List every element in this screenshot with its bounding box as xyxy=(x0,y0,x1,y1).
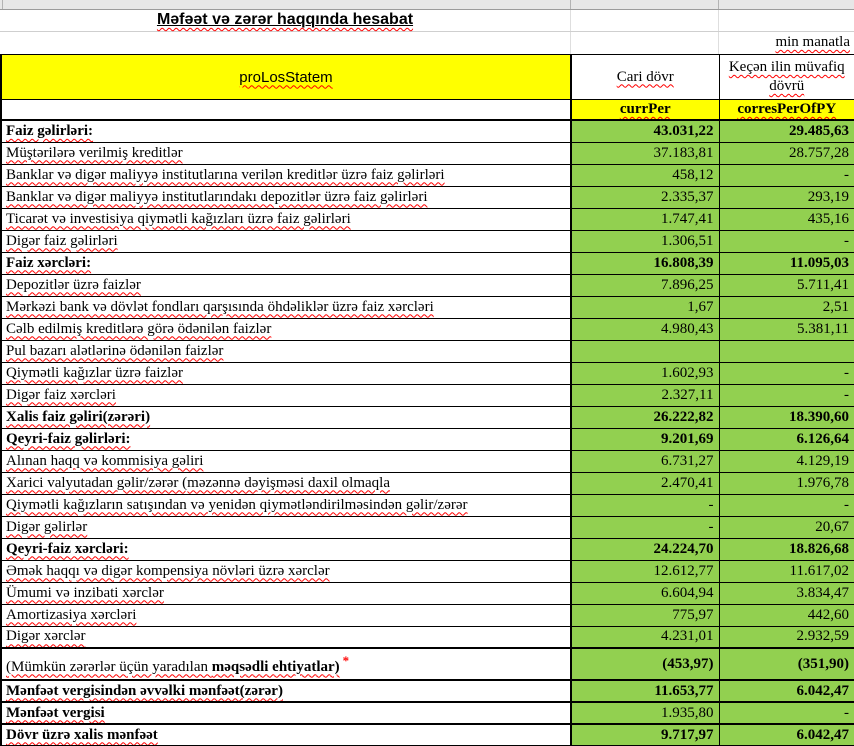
current-value-cell[interactable] xyxy=(571,724,719,746)
current-value: 6.604,94 xyxy=(661,584,714,601)
table-row xyxy=(1,230,854,252)
current-period-text: Cari dövr xyxy=(616,68,674,85)
table-row xyxy=(1,274,854,296)
previous-value-cell[interactable] xyxy=(719,384,854,406)
previous-value: - xyxy=(844,704,849,721)
previous-value-cell[interactable] xyxy=(719,208,854,230)
previous-value-cell[interactable] xyxy=(719,296,854,318)
previous-value: (351,90) xyxy=(797,655,849,672)
row-label: Depozitlər üzrə faizlər xyxy=(6,276,141,293)
previous-value: 11.617,02 xyxy=(789,562,849,579)
previous-value-cell[interactable] xyxy=(719,626,854,648)
current-value-cell[interactable] xyxy=(571,230,719,252)
current-value-cell[interactable] xyxy=(571,406,719,428)
header-row xyxy=(1,55,854,100)
previous-period-header[interactable] xyxy=(719,55,854,100)
row-label-cell[interactable] xyxy=(1,384,571,406)
row-label-cell[interactable] xyxy=(1,724,571,746)
table-row xyxy=(1,472,854,494)
table-row xyxy=(1,582,854,604)
table-row xyxy=(1,702,854,724)
previous-value-cell[interactable] xyxy=(719,406,854,428)
table-row xyxy=(1,494,854,516)
current-value-cell[interactable] xyxy=(571,362,719,384)
current-value: 1,67 xyxy=(687,298,714,315)
current-value-cell[interactable] xyxy=(571,702,719,724)
table-row xyxy=(1,318,854,340)
current-value: 26.222,82 xyxy=(653,408,714,425)
row-label: Digər xərclər xyxy=(6,628,86,645)
table-row xyxy=(1,142,854,164)
previous-value-cell[interactable] xyxy=(719,648,854,680)
previous-value-cell[interactable] xyxy=(719,472,854,494)
current-value: - xyxy=(708,496,714,513)
row-label-cell[interactable] xyxy=(1,252,571,274)
footnote-asterisk: * xyxy=(342,652,350,668)
table-row xyxy=(1,516,854,538)
current-value-cell[interactable] xyxy=(571,208,719,230)
current-value: 775,97 xyxy=(672,606,714,623)
previous-value-cell[interactable] xyxy=(719,724,854,746)
current-value: 24.224,70 xyxy=(653,540,714,557)
row-label-cell[interactable] xyxy=(1,626,571,648)
row-label: Faiz xərcləri: xyxy=(6,254,92,271)
current-value-cell[interactable] xyxy=(571,626,719,648)
previous-period-code[interactable] xyxy=(719,100,854,121)
table-row xyxy=(1,648,854,680)
current-period-code[interactable] xyxy=(571,100,719,121)
previous-period-text: Keçən ilin müvafiq dövrü xyxy=(728,59,845,94)
current-value-cell[interactable] xyxy=(571,274,719,296)
column-divider xyxy=(570,0,571,9)
column-divider xyxy=(718,0,719,9)
current-value: 16.808,39 xyxy=(653,254,714,271)
row-label-cell[interactable] xyxy=(1,296,571,318)
previous-value-cell[interactable] xyxy=(719,428,854,450)
previous-value-cell[interactable] xyxy=(719,164,854,186)
profit-loss-table xyxy=(0,54,854,746)
current-value-cell[interactable] xyxy=(571,472,719,494)
previous-value-cell[interactable] xyxy=(719,252,854,274)
row-label-cell[interactable] xyxy=(1,230,571,252)
row-label: Pul bazarı alətlərinə ödənilən faizlər xyxy=(6,342,224,359)
row-label-cell[interactable] xyxy=(1,428,571,450)
table-row xyxy=(1,406,854,428)
row-label-cell[interactable] xyxy=(1,494,571,516)
current-value-cell[interactable] xyxy=(571,384,719,406)
previous-value: - xyxy=(844,166,849,183)
current-value-cell[interactable] xyxy=(571,186,719,208)
row-label-cell[interactable] xyxy=(1,472,571,494)
row-label-cell[interactable] xyxy=(1,582,571,604)
row-label: Mənfəət vergisindən əvvəlki mənfəət(zərər) xyxy=(6,682,283,699)
current-period-code-text: currPer xyxy=(619,101,671,117)
row-label-cell[interactable] xyxy=(1,274,571,296)
table-row xyxy=(1,680,854,702)
previous-value: 20,67 xyxy=(815,518,849,535)
current-value: 9.717,97 xyxy=(661,726,714,743)
code-row xyxy=(1,100,854,121)
table-row xyxy=(1,252,854,274)
current-value: 2.335,37 xyxy=(661,188,714,205)
column-divider xyxy=(2,0,3,9)
table-row xyxy=(1,626,854,648)
row-label: Qeyri-faiz gəlirləri: xyxy=(6,430,131,447)
previous-value: 6.042,47 xyxy=(796,726,849,743)
previous-value: 18.390,60 xyxy=(789,408,849,425)
previous-period-code-text: corresPerOfPY xyxy=(737,101,837,117)
previous-value-cell[interactable] xyxy=(719,450,854,472)
current-value: 9.201,69 xyxy=(661,430,714,447)
current-value-cell[interactable] xyxy=(571,120,719,142)
current-value: 43.031,22 xyxy=(653,122,714,139)
row-label: Mənfəət vergisi xyxy=(6,704,105,721)
current-value-cell[interactable] xyxy=(571,164,719,186)
row-label-cell[interactable] xyxy=(1,702,571,724)
current-period-header[interactable] xyxy=(571,55,719,100)
previous-value: - xyxy=(844,496,849,513)
row-label-cell[interactable] xyxy=(1,604,571,626)
previous-value: 5.381,11 xyxy=(797,320,849,337)
current-value-cell[interactable] xyxy=(571,560,719,582)
previous-value: - xyxy=(844,386,849,403)
current-value: 6.731,27 xyxy=(661,452,714,469)
previous-value-cell[interactable] xyxy=(719,582,854,604)
row-label: Qeyri-faiz xərcləri: xyxy=(6,540,129,557)
current-value-cell[interactable] xyxy=(571,252,719,274)
row-label: Banklar və digər maliyyə institutlarındakı depozitlər üzrə faiz gəlirləri xyxy=(6,188,428,205)
current-value: (453,97) xyxy=(662,655,714,672)
previous-value-cell[interactable] xyxy=(719,538,854,560)
previous-value: 2.932,59 xyxy=(796,628,849,645)
previous-value: 293,19 xyxy=(807,188,849,205)
current-value-cell[interactable] xyxy=(571,318,719,340)
table-row xyxy=(1,362,854,384)
unit-note[interactable]: min manatla xyxy=(775,34,850,50)
current-value: 1.602,93 xyxy=(661,364,714,381)
current-value-cell[interactable] xyxy=(571,680,719,702)
table-row xyxy=(1,560,854,582)
previous-value: 5.711,41 xyxy=(797,276,849,293)
previous-value-cell[interactable] xyxy=(719,494,854,516)
table-row xyxy=(1,208,854,230)
row-label: Ticarət və investisiya qiymətli kağızları üzrə faiz gəlirləri xyxy=(6,210,351,227)
row-label-cell[interactable] xyxy=(1,120,571,142)
current-value-cell[interactable] xyxy=(571,516,719,538)
table-row xyxy=(1,724,854,746)
current-value: 4.980,43 xyxy=(661,320,714,337)
current-value: 1.306,51 xyxy=(661,232,714,249)
previous-value: 435,16 xyxy=(807,210,849,227)
row-label: (Mümkün zərərlər üçün yaradılan xyxy=(6,658,212,675)
row-label: Ümumi və inzibati xərclər xyxy=(6,584,164,601)
gridline xyxy=(718,10,719,31)
current-value: 2.470,41 xyxy=(661,474,714,491)
current-value-cell[interactable] xyxy=(571,142,719,164)
current-value-cell[interactable] xyxy=(571,604,719,626)
row-label: Alınan haqq və kommisiya gəliri xyxy=(6,452,204,469)
table-row xyxy=(1,450,854,472)
previous-value: 4.129,19 xyxy=(796,452,849,469)
table-row xyxy=(1,296,854,318)
current-value-cell[interactable] xyxy=(571,296,719,318)
row-label-cell[interactable] xyxy=(1,560,571,582)
row-label: Qiymətli kağızların satışından və yenidən qiymətləndirilməsindən gəlir/zərər xyxy=(6,496,468,513)
current-value: 2.327,11 xyxy=(661,386,714,403)
table-row xyxy=(1,384,854,406)
table-row xyxy=(1,428,854,450)
current-value-cell[interactable] xyxy=(571,494,719,516)
current-value: 12.612,77 xyxy=(653,562,714,579)
empty-cell[interactable] xyxy=(1,100,571,121)
current-value: 1.935,80 xyxy=(661,704,714,721)
current-value: 458,12 xyxy=(672,166,714,183)
row-label-cell[interactable] xyxy=(1,648,571,680)
table-row xyxy=(1,604,854,626)
current-value: 11.653,77 xyxy=(654,682,714,699)
row-label-bold: məqsədli ehtiyatlar) xyxy=(211,658,340,675)
row-label: Banklar və digər maliyyə institutlarına verilən kreditlər üzrə faiz gəlirləri xyxy=(6,166,445,183)
previous-value: 6.126,64 xyxy=(796,430,849,447)
row-label-cell[interactable] xyxy=(1,318,571,340)
gridline xyxy=(570,32,571,54)
page-title-text: Məfəət və zərər haqqında hesabat xyxy=(156,11,414,28)
current-value-cell[interactable] xyxy=(571,648,719,680)
previous-value-cell[interactable] xyxy=(719,230,854,252)
current-value: 1.747,41 xyxy=(661,210,714,227)
current-value: 37.183,81 xyxy=(653,144,714,161)
previous-value-cell[interactable] xyxy=(719,120,854,142)
previous-value-cell[interactable] xyxy=(719,604,854,626)
previous-value-cell[interactable] xyxy=(719,680,854,702)
row-label-cell[interactable] xyxy=(1,362,571,384)
gridline xyxy=(718,32,719,54)
current-value: 4.231,01 xyxy=(661,628,714,645)
row-label: Əmək haqqı və digər kompensiya növləri üzrə xərclər xyxy=(6,562,330,579)
row-label: Cəlb edilmiş kreditlərə görə ödənilən faizlər xyxy=(6,320,272,337)
row-label: Qiymətli kağızlar üzrə faizlər xyxy=(6,364,183,381)
table-row xyxy=(1,164,854,186)
row-label-cell[interactable] xyxy=(1,208,571,230)
previous-value: 11.095,03 xyxy=(789,254,849,271)
previous-value: 29.485,63 xyxy=(789,122,849,139)
current-value: 7.896,25 xyxy=(661,276,714,293)
title-row xyxy=(0,10,854,32)
previous-value: - xyxy=(844,364,849,381)
previous-value: 3.834,47 xyxy=(796,584,849,601)
row-label-cell[interactable] xyxy=(1,450,571,472)
previous-value: 18.826,68 xyxy=(789,540,849,557)
unit-row xyxy=(0,32,854,54)
row-label: Digər faiz gəlirləri xyxy=(6,232,118,249)
sheet-columns-bar xyxy=(0,0,854,10)
row-label: Xalis faiz gəliri(zərəri) xyxy=(6,408,151,425)
row-label-cell[interactable] xyxy=(1,538,571,560)
current-value-cell[interactable] xyxy=(571,428,719,450)
row-label: Mərkəzi bank və dövlət fondları qarşısında öhdəliklər üzrə faiz xərcləri xyxy=(6,298,434,315)
previous-value-cell[interactable] xyxy=(719,516,854,538)
previous-value-cell[interactable] xyxy=(719,186,854,208)
previous-value: - xyxy=(844,232,849,249)
previous-value: 6.042,47 xyxy=(796,682,849,699)
row-label: Amortizasiya xərcləri xyxy=(6,606,137,623)
row-label: Müştərilərə verilmiş kreditlər xyxy=(6,144,183,161)
previous-value: 442,60 xyxy=(807,606,849,623)
statement-name-text: proLosStatem xyxy=(239,68,333,86)
row-label: Faiz gəlirləri: xyxy=(6,122,94,139)
row-label-cell[interactable] xyxy=(1,142,571,164)
previous-value: 1.976,78 xyxy=(796,474,849,491)
previous-value: 2,51 xyxy=(822,298,849,315)
previous-value-cell[interactable] xyxy=(719,142,854,164)
current-value-cell[interactable] xyxy=(571,340,719,362)
previous-value-cell[interactable] xyxy=(719,340,854,362)
gridline xyxy=(570,10,571,31)
row-label: Xarici valyutadan gəlir/zərər (məzənnə dəyişməsi daxil olmaqla xyxy=(6,474,391,491)
previous-value-cell[interactable] xyxy=(719,362,854,384)
table-row xyxy=(1,120,854,142)
current-value-cell[interactable] xyxy=(571,582,719,604)
current-value: - xyxy=(708,518,714,535)
previous-value-cell[interactable] xyxy=(719,560,854,582)
row-label: Digər gəlirlər xyxy=(6,518,88,535)
row-label-cell[interactable] xyxy=(1,516,571,538)
table-row xyxy=(1,340,854,362)
page-title[interactable] xyxy=(0,10,570,30)
row-label-cell[interactable] xyxy=(1,340,571,362)
previous-value-cell[interactable] xyxy=(719,702,854,724)
previous-value-cell[interactable] xyxy=(719,274,854,296)
previous-value: 28.757,28 xyxy=(789,144,849,161)
current-value-cell[interactable] xyxy=(571,450,719,472)
table-row xyxy=(1,538,854,560)
row-label-cell[interactable] xyxy=(1,680,571,702)
table-row xyxy=(1,186,854,208)
row-label-cell[interactable] xyxy=(1,406,571,428)
row-label-cell[interactable] xyxy=(1,164,571,186)
previous-value-cell[interactable] xyxy=(719,318,854,340)
current-value-cell[interactable] xyxy=(571,538,719,560)
row-label: Digər faiz xərcləri xyxy=(6,386,116,403)
statement-name-header[interactable] xyxy=(1,55,571,100)
row-label: Dövr üzrə xalis mənfəət xyxy=(6,726,158,743)
row-label-cell[interactable] xyxy=(1,186,571,208)
